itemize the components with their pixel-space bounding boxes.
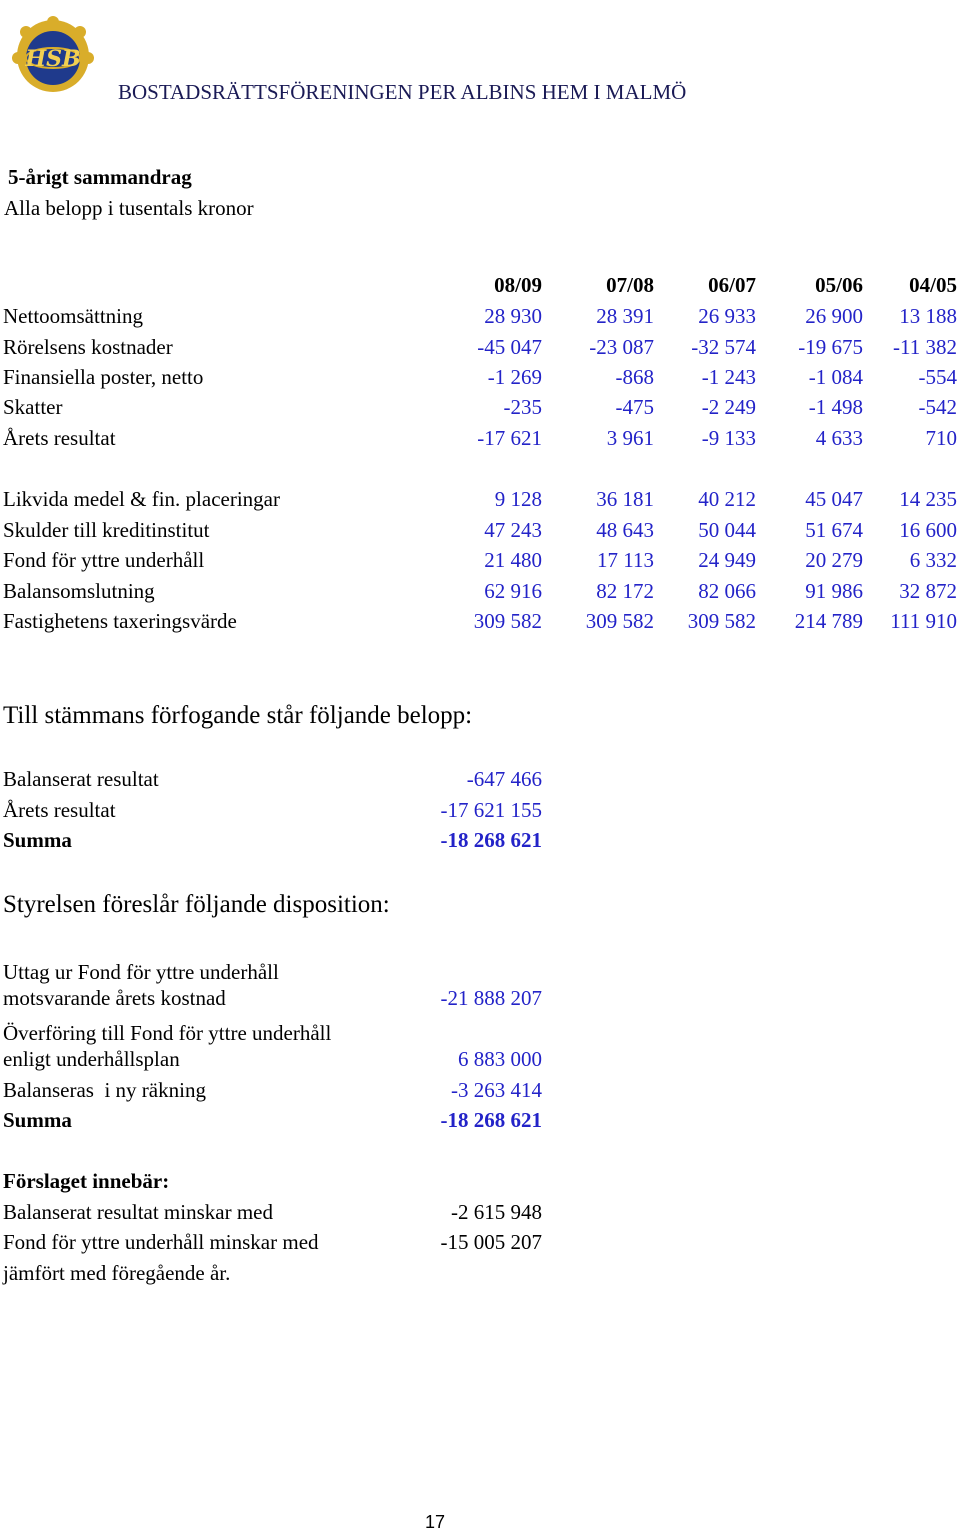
sum-value: -18 268 621 xyxy=(440,828,542,852)
year-header: 04/05 xyxy=(909,273,957,297)
row-label: enligt underhållsplan xyxy=(3,1047,180,1071)
cell-value: -1 084 xyxy=(808,365,863,389)
row-label: Överföring till Fond för yttre underhåll xyxy=(3,1021,332,1045)
cell-value: 21 480 xyxy=(484,548,542,572)
cell-value: 51 674 xyxy=(805,518,863,542)
cell-value: 111 910 xyxy=(890,609,957,633)
cell-value: -3 263 414 xyxy=(451,1078,542,1102)
cell-value: 20 279 xyxy=(805,548,863,572)
row-label: Fastighetens taxeringsvärde xyxy=(3,609,237,633)
year-header: 08/09 xyxy=(494,273,542,297)
row-label: motsvarande årets kostnad xyxy=(3,986,226,1010)
row-label: Balanserat resultat xyxy=(3,767,159,791)
implication-note: jämfört med föregående år. xyxy=(3,1261,231,1285)
page-number: 17 xyxy=(424,1512,446,1532)
cell-value: 309 582 xyxy=(473,609,542,633)
row-label: Balanserat resultat minskar med xyxy=(3,1200,273,1224)
year-header: 05/06 xyxy=(815,273,863,297)
cell-value: 14 235 xyxy=(899,487,957,511)
row-label: Fond för yttre underhåll minskar med xyxy=(3,1230,319,1254)
cell-value: 82 066 xyxy=(698,579,756,603)
cell-value: -19 675 xyxy=(798,335,863,359)
row-label: Uttag ur Fond för yttre underhåll xyxy=(3,960,279,984)
row-label: Fond för yttre underhåll xyxy=(3,548,205,572)
cell-value: 36 181 xyxy=(596,487,654,511)
summary-subtitle: Alla belopp i tusentals kronor xyxy=(4,196,254,220)
cell-value: 28 930 xyxy=(484,304,542,328)
cell-value: -1 498 xyxy=(808,395,863,419)
cell-value: -32 574 xyxy=(691,335,756,359)
sum-label: Summa xyxy=(3,1108,72,1132)
year-header: 07/08 xyxy=(606,273,654,297)
row-label: Årets resultat xyxy=(3,798,116,822)
row-label: Finansiella poster, netto xyxy=(3,365,204,389)
cell-value: -2 249 xyxy=(701,395,756,419)
hsb-logo-icon xyxy=(12,14,94,96)
cell-value: 40 212 xyxy=(698,487,756,511)
row-label: Skatter xyxy=(3,395,63,419)
row-label: Nettoomsättning xyxy=(3,304,143,328)
implication-heading: Förslaget innebär: xyxy=(3,1169,170,1193)
organization-name: BOSTADSRÄTTSFÖRENINGEN PER ALBINS HEM I MALMÖ xyxy=(118,80,687,104)
cell-value: -17 621 155 xyxy=(440,798,542,822)
cell-value: 4 633 xyxy=(815,426,863,450)
cell-value: 214 789 xyxy=(794,609,863,633)
cell-value: -21 888 207 xyxy=(440,986,542,1010)
cell-value: -475 xyxy=(615,395,654,419)
cell-value: -23 087 xyxy=(589,335,654,359)
cell-value: -554 xyxy=(918,365,957,389)
available-heading: Till stämmans förfogande står följande belopp: xyxy=(3,702,473,729)
cell-value: -15 005 207 xyxy=(440,1230,542,1254)
cell-value: -11 382 xyxy=(893,335,957,359)
cell-value: 45 047 xyxy=(805,487,863,511)
cell-value: -868 xyxy=(615,365,654,389)
row-label: Skulder till kreditinstitut xyxy=(3,518,210,542)
cell-value: 26 900 xyxy=(805,304,863,328)
cell-value: -45 047 xyxy=(477,335,542,359)
row-label: Likvida medel & fin. placeringar xyxy=(3,487,280,511)
cell-value: 62 916 xyxy=(484,579,542,603)
cell-value: 47 243 xyxy=(484,518,542,542)
cell-value: 91 986 xyxy=(805,579,863,603)
cell-value: 309 582 xyxy=(687,609,756,633)
svg-text:HSB: HSB xyxy=(25,46,81,72)
year-header: 06/07 xyxy=(708,273,756,297)
cell-value: 48 643 xyxy=(596,518,654,542)
cell-value: -235 xyxy=(503,395,542,419)
cell-value: -1 269 xyxy=(487,365,542,389)
cell-value: 6 883 000 xyxy=(458,1047,542,1071)
cell-value: 50 044 xyxy=(698,518,756,542)
cell-value: 32 872 xyxy=(899,579,957,603)
hsb-logo xyxy=(12,14,94,96)
cell-value: 3 961 xyxy=(606,426,654,450)
row-label: Balanseras i ny räkning xyxy=(3,1078,206,1102)
row-label: Balansomslutning xyxy=(3,579,155,603)
cell-value: 309 582 xyxy=(585,609,654,633)
cell-value: 16 600 xyxy=(899,518,957,542)
disposition-heading: Styrelsen föreslår följande disposition: xyxy=(3,891,390,918)
cell-value: -2 615 948 xyxy=(451,1200,542,1224)
cell-value: 17 113 xyxy=(597,548,654,572)
row-label: Rörelsens kostnader xyxy=(3,335,173,359)
cell-value: -9 133 xyxy=(701,426,756,450)
cell-value: 710 xyxy=(925,426,957,450)
row-label: Årets resultat xyxy=(3,426,116,450)
cell-value: 13 188 xyxy=(899,304,957,328)
cell-value: -1 243 xyxy=(701,365,756,389)
summary-title: 5-årigt sammandrag xyxy=(8,165,192,189)
cell-value: -647 466 xyxy=(466,767,542,791)
cell-value: 82 172 xyxy=(596,579,654,603)
cell-value: 28 391 xyxy=(596,304,654,328)
cell-value: 9 128 xyxy=(494,487,542,511)
cell-value: -17 621 xyxy=(477,426,542,450)
sum-label: Summa xyxy=(3,828,72,852)
cell-value: -542 xyxy=(918,395,957,419)
cell-value: 26 933 xyxy=(698,304,756,328)
cell-value: 24 949 xyxy=(698,548,756,572)
cell-value: 6 332 xyxy=(909,548,957,572)
sum-value: -18 268 621 xyxy=(440,1108,542,1132)
